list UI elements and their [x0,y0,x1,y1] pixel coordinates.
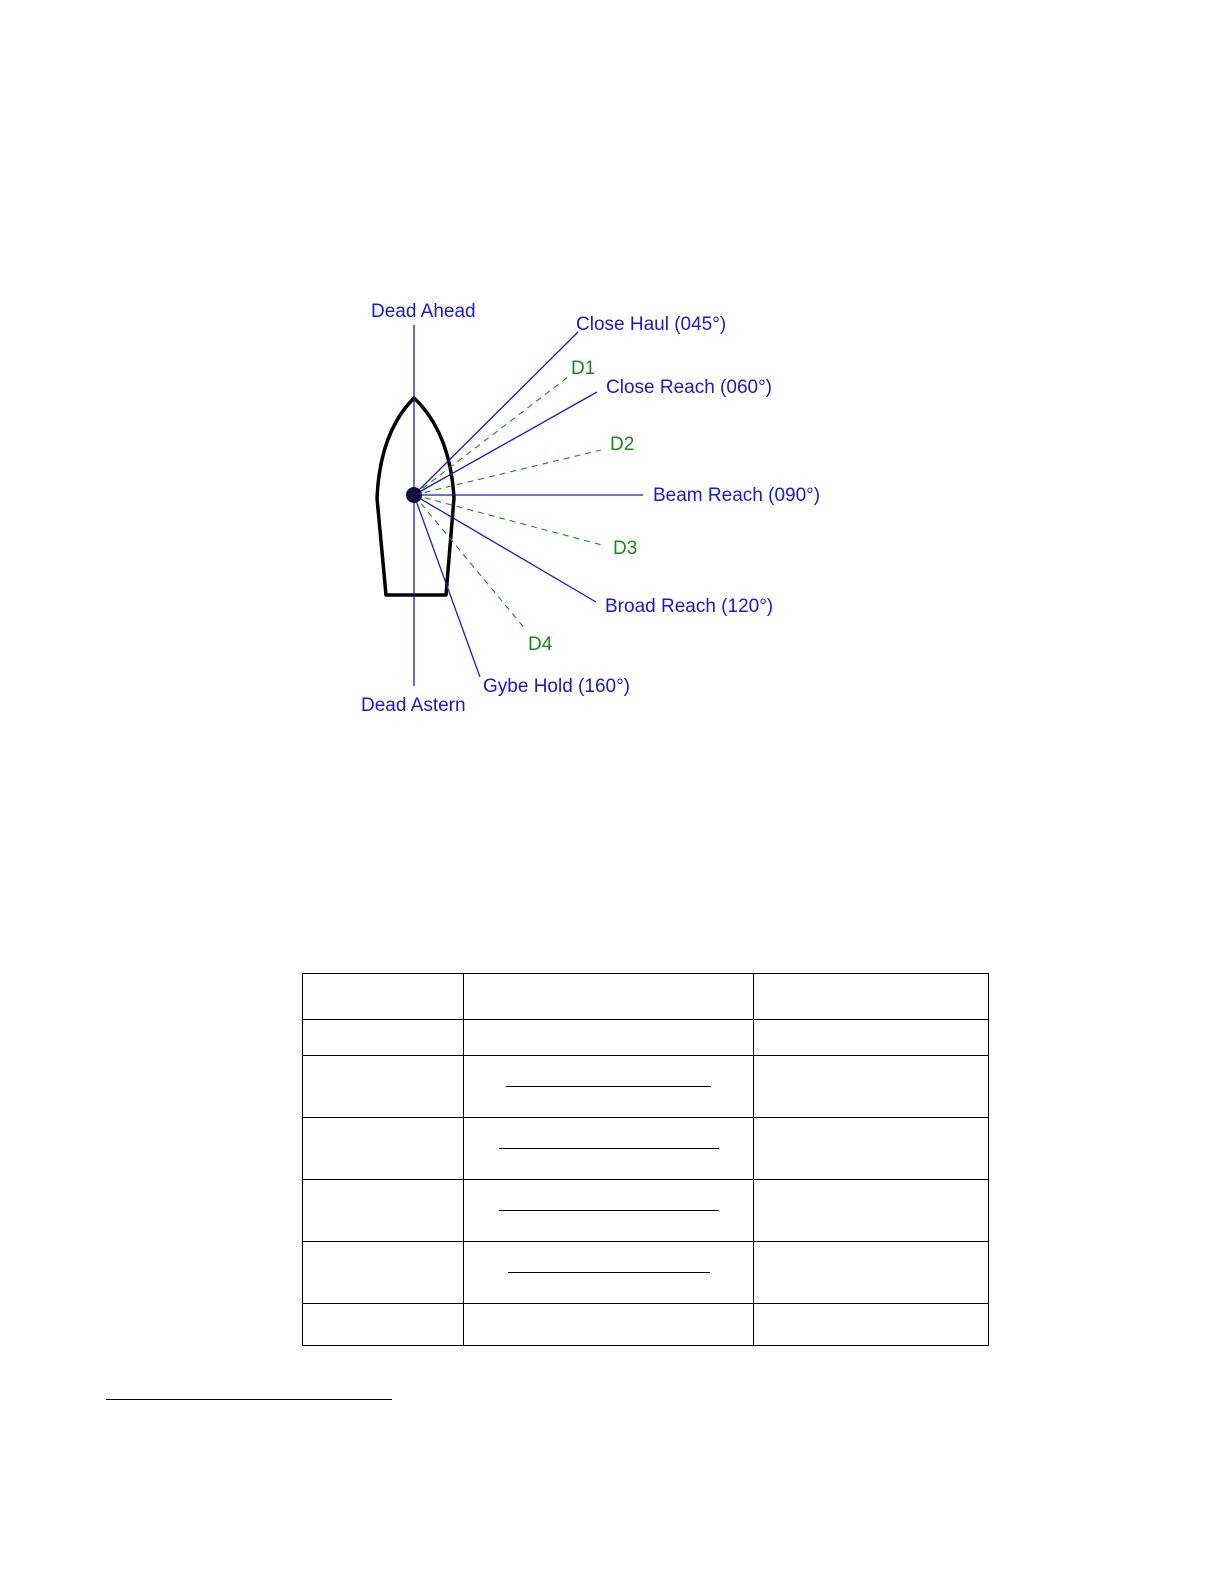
fill-in-blank-line [499,1148,719,1149]
table-cell [464,1304,754,1346]
fill-in-blank-line [508,1272,710,1273]
table-cell [464,974,754,1020]
label-close-reach: Close Reach (060°) [606,377,773,398]
table-row [303,974,989,1020]
footnote-separator [106,1399,392,1400]
table-cell [464,1020,754,1056]
fill-in-blank-line [499,1210,719,1211]
label-gybe-hold: Gybe Hold (160°) [483,676,630,697]
table-cell [464,1242,754,1304]
table-cell [754,1242,989,1304]
label-close-haul: Close Haul (045°) [576,314,727,335]
table-cell [754,1304,989,1346]
data-table [302,973,989,1346]
ray-broad-reach [414,495,596,602]
table-cell [754,1180,989,1242]
table-cell [464,1056,754,1118]
divider-ray-d2 [414,450,601,495]
divider-ray-d3 [414,495,602,545]
table-cell [464,1180,754,1242]
divider-ray-d4 [414,495,526,630]
table-cell [303,974,464,1020]
table-cell [303,1180,464,1242]
table-row [303,1118,989,1180]
table-cell [303,1056,464,1118]
table-cell [303,1242,464,1304]
divider-ray-d1 [414,377,568,495]
table-row [303,1304,989,1346]
table-row [303,1242,989,1304]
label-broad-reach: Broad Reach (120°) [605,596,774,617]
pivot-point [406,487,422,503]
table-row [303,1056,989,1118]
table-cell [464,1118,754,1180]
label-beam-reach: Beam Reach (090°) [653,485,821,506]
table-cell [754,974,989,1020]
table-row [303,1180,989,1242]
label-d1: D1 [571,358,596,379]
ray-close-haul [414,332,578,495]
table-cell [303,1118,464,1180]
table-row [303,1020,989,1056]
label-d2: D2 [610,434,635,455]
label-dead-ahead: Dead Ahead [371,301,476,322]
table-cell [303,1304,464,1346]
table-cell [754,1056,989,1118]
table-cell [754,1118,989,1180]
fill-in-blank-line [506,1086,711,1087]
ray-close-reach [414,392,597,495]
label-d3: D3 [613,538,638,559]
label-d4: D4 [528,634,553,655]
table-cell [754,1020,989,1056]
label-dead-astern: Dead Astern [361,695,466,716]
ray-gybe-hold [414,495,480,677]
table-cell [303,1020,464,1056]
